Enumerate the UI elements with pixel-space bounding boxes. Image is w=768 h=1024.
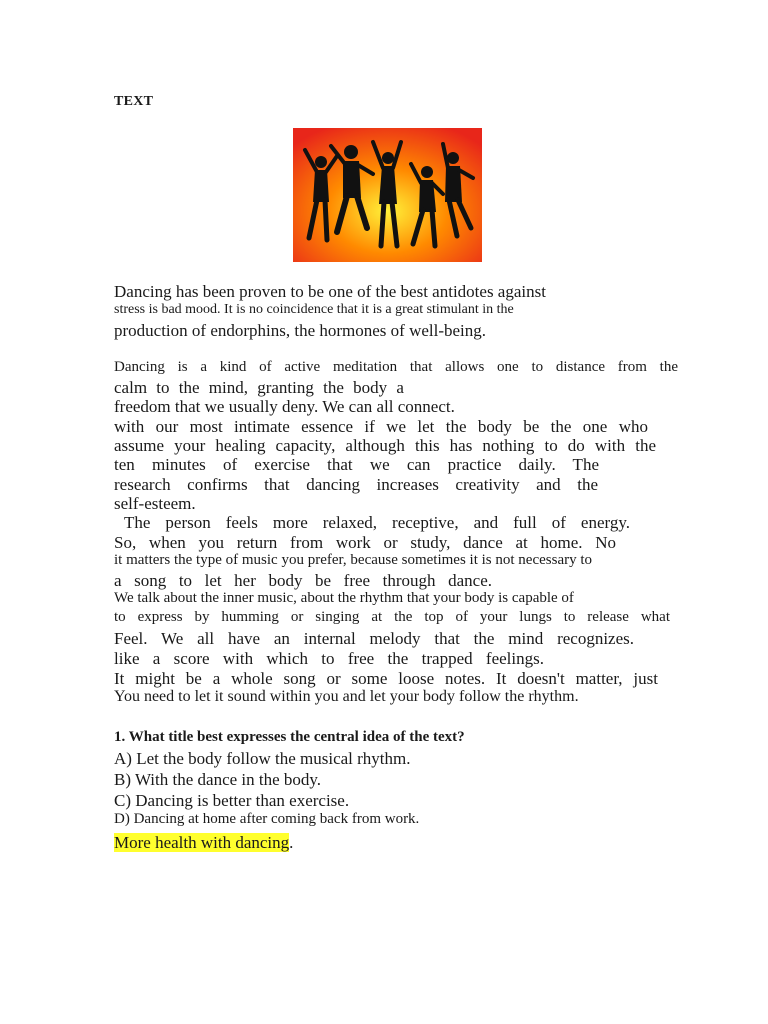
dancers-illustration <box>293 128 482 262</box>
paragraph-1-line-1: Dancing has been proven to be one of the best antidotes against <box>114 282 546 301</box>
paragraph-2-line-8: self-esteem. <box>114 494 196 513</box>
paragraph-2-line-2: calm to the mind, granting the body a <box>114 378 404 397</box>
paragraph-2-line-4: with our most intimate essence if we let the body be the one who <box>114 417 648 436</box>
paragraph-2-line-16: like a score with which to free the trapped feelings. <box>114 649 544 668</box>
paragraph-2-line-14: to express by humming or singing at the top of your lungs to release what <box>114 609 670 625</box>
paragraph-2-line-18: You need to let it sound within you and let your body follow the rhythm. <box>114 688 579 705</box>
paragraph-2-line-12: a song to let her body be free through dance. <box>114 571 492 590</box>
paragraph-2-line-17: It might be a whole song or some loose notes. It doesn't matter, just <box>114 669 658 688</box>
paragraph-1-line-3: production of endorphins, the hormones of well-being. <box>114 321 487 340</box>
paragraph-2-line-5: assume your healing capacity, although this has nothing to do with the <box>114 436 656 455</box>
paragraph-2-line-11: it matters the type of music you prefer, because sometimes it is not necessary to <box>114 552 593 568</box>
option-b: B) With the dance in the body. <box>114 770 322 789</box>
option-c: C) Dancing is better than exercise. <box>114 791 350 810</box>
highlighted-answer-suffix: . <box>289 833 294 852</box>
option-a: A) Let the body follow the musical rhythm. <box>114 749 411 768</box>
paragraph-2-line-6: ten minutes of exercise that we can practice daily. The <box>114 455 599 474</box>
document-heading: TEXT <box>114 94 154 109</box>
paragraph-2-line-3: freedom that we usually deny. We can all connect. <box>114 397 455 416</box>
question-title: 1. What title best expresses the central idea of the text? <box>114 729 465 745</box>
paragraph-2-line-9: The person feels more relaxed, receptive, and full of energy. <box>124 513 630 532</box>
paragraph-2-line-7: research confirms that dancing increases creativity and the <box>114 475 598 494</box>
paragraph-2-line-10: So, when you return from work or study, dance at home. No <box>114 533 616 552</box>
highlighted-answer-line <box>114 834 293 851</box>
paragraph-2-line-13: We talk about the inner music, about the rhythm that your body is capable of <box>114 590 574 606</box>
paragraph-2-line-15: Feel. We all have an internal melody that the mind recognizes. <box>114 629 634 648</box>
paragraph-1-line-2: stress is bad mood. It is no coincidence that it is a great stimulant in the <box>114 302 514 317</box>
dancers-silhouette-icon <box>293 128 482 262</box>
paragraph-2-line-1: Dancing is a kind of active meditation that allows one to distance from the <box>114 359 678 375</box>
highlighted-answer: More health with dancing <box>114 833 290 852</box>
option-d: D) Dancing at home after coming back from work. <box>114 811 420 827</box>
